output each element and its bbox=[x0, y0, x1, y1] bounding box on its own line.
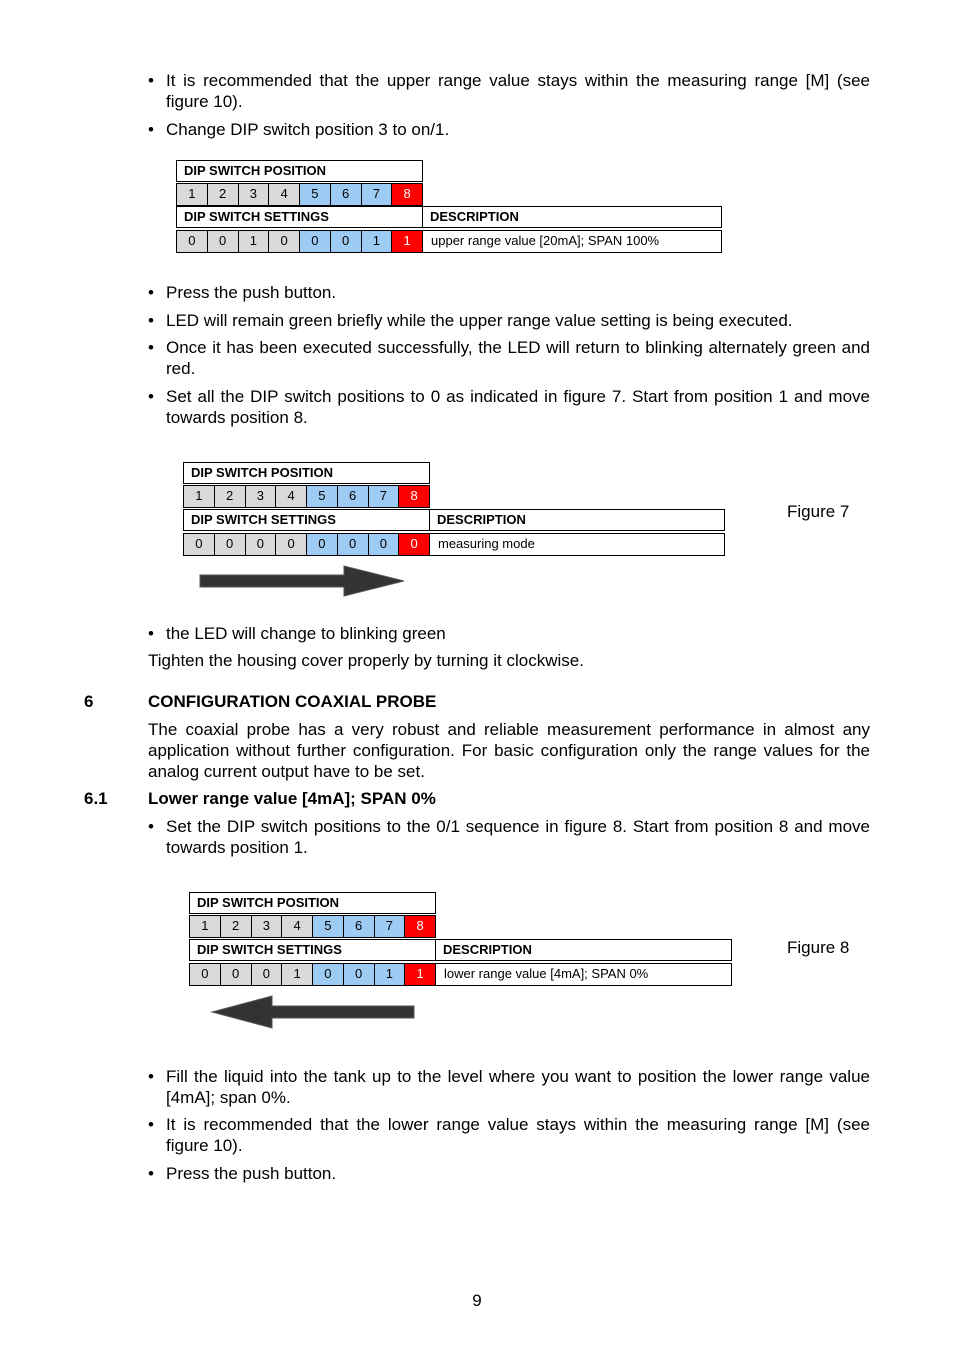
setting-cell: 0 bbox=[269, 231, 300, 252]
setting-cell: 1 bbox=[282, 964, 313, 985]
setting-cell: 0 bbox=[399, 534, 429, 555]
bullet-dot: • bbox=[148, 624, 154, 643]
position-cell: 3 bbox=[252, 916, 283, 937]
bullet-text: Fill the liquid into the tank up to the level where you want to position the lower range value [4mA]; span 0%. bbox=[166, 1067, 870, 1107]
description-cell: lower range value [4mA]; SPAN 0% bbox=[435, 963, 732, 986]
position-cell: 1 bbox=[184, 486, 215, 507]
position-cell: 5 bbox=[307, 486, 338, 507]
bullet-dot: • bbox=[148, 817, 154, 836]
position-cell: 7 bbox=[362, 184, 393, 205]
subsection-number: 6.1 bbox=[84, 789, 108, 808]
position-cell: 6 bbox=[331, 184, 362, 205]
bullet-text: Once it has been executed successfully, the LED will return to blinking alternately green and red. bbox=[166, 338, 870, 378]
description-header: DESCRIPTION bbox=[429, 509, 725, 531]
section-title: CONFIGURATION COAXIAL PROBE bbox=[148, 692, 437, 711]
setting-cell: 0 bbox=[184, 534, 215, 555]
bullet-text: Press the push button. bbox=[166, 283, 337, 302]
setting-cell: 0 bbox=[276, 534, 307, 555]
position-cell: 8 bbox=[399, 486, 429, 507]
settings-row bbox=[183, 533, 430, 556]
position-cell: 6 bbox=[344, 916, 375, 937]
bullet-dot: • bbox=[148, 71, 154, 90]
bullet-dot: • bbox=[148, 387, 154, 406]
bullet-dot: • bbox=[148, 338, 154, 357]
setting-cell: 0 bbox=[246, 534, 277, 555]
position-cell: 1 bbox=[190, 916, 221, 937]
position-cell: 8 bbox=[405, 916, 435, 937]
position-cell: 6 bbox=[338, 486, 369, 507]
setting-cell: 0 bbox=[344, 964, 375, 985]
page-number: 9 bbox=[472, 1291, 482, 1310]
position-cell: 5 bbox=[313, 916, 344, 937]
position-cell: 3 bbox=[239, 184, 270, 205]
position-cell: 3 bbox=[246, 486, 277, 507]
settings-row bbox=[176, 230, 423, 253]
position-cell: 1 bbox=[177, 184, 208, 205]
position-cell: 5 bbox=[300, 184, 331, 205]
setting-cell: 0 bbox=[190, 964, 221, 985]
position-header: DIP SWITCH POSITION bbox=[176, 160, 423, 182]
paragraph: Tighten the housing cover properly by turning it clockwise. bbox=[148, 651, 584, 670]
setting-cell: 0 bbox=[252, 964, 283, 985]
bullet-text: Set all the DIP switch positions to 0 as indicated in figure 7. Start from position 1 and move towards position 8. bbox=[166, 387, 870, 427]
section-paragraph: The coaxial probe has a very robust and reliable measurement performance in almost any application without further configuration. For basic configuration only the range values for the analog current output have to be set. bbox=[148, 720, 870, 781]
position-cell: 7 bbox=[375, 916, 406, 937]
position-header: DIP SWITCH POSITION bbox=[183, 462, 430, 484]
bullet-dot: • bbox=[148, 283, 154, 302]
position-cell: 4 bbox=[269, 184, 300, 205]
setting-cell: 1 bbox=[239, 231, 270, 252]
arrow-right-icon bbox=[198, 564, 408, 598]
position-cell: 2 bbox=[215, 486, 246, 507]
bullet-text: It is recommended that the lower range value stays within the measuring range [M] (see figure 10). bbox=[166, 1115, 870, 1155]
position-cell: 4 bbox=[276, 486, 307, 507]
section-number: 6 bbox=[84, 692, 94, 711]
bullet-dot: • bbox=[148, 1115, 154, 1134]
setting-cell: 0 bbox=[331, 231, 362, 252]
position-header: DIP SWITCH POSITION bbox=[189, 892, 436, 914]
bullet-text: Set the DIP switch positions to the 0/1 sequence in figure 8. Start from position 8 and move towards position 1. bbox=[166, 817, 870, 857]
setting-cell: 0 bbox=[369, 534, 400, 555]
subsection-title: Lower range value [4mA]; SPAN 0% bbox=[148, 789, 436, 808]
position-cell: 2 bbox=[221, 916, 252, 937]
figure-label: Figure 8 bbox=[787, 938, 850, 957]
description-header: DESCRIPTION bbox=[435, 939, 732, 961]
bullet-text: LED will remain green briefly while the upper range value setting is being executed. bbox=[166, 311, 793, 330]
setting-cell: 0 bbox=[300, 231, 331, 252]
bullet-dot: • bbox=[148, 120, 154, 139]
bullet-text: the LED will change to blinking green bbox=[166, 624, 446, 643]
settings-header: DIP SWITCH SETTINGS bbox=[183, 509, 430, 531]
setting-cell: 0 bbox=[221, 964, 252, 985]
setting-cell: 1 bbox=[375, 964, 406, 985]
position-cell: 7 bbox=[369, 486, 400, 507]
setting-cell: 0 bbox=[313, 964, 344, 985]
description-cell: measuring mode bbox=[429, 533, 725, 556]
setting-cell: 0 bbox=[215, 534, 246, 555]
bullet-text: Press the push button. bbox=[166, 1164, 337, 1183]
figure-label: Figure 7 bbox=[787, 502, 850, 521]
position-row bbox=[189, 915, 436, 938]
settings-header: DIP SWITCH SETTINGS bbox=[176, 206, 423, 228]
bullet-dot: • bbox=[148, 1164, 154, 1183]
position-cell: 4 bbox=[282, 916, 313, 937]
settings-row bbox=[189, 963, 436, 986]
position-row bbox=[176, 183, 423, 206]
setting-cell: 1 bbox=[392, 231, 422, 252]
setting-cell: 0 bbox=[177, 231, 208, 252]
bullet-text: Change DIP switch position 3 to on/1. bbox=[166, 120, 450, 139]
setting-cell: 0 bbox=[307, 534, 338, 555]
arrow-left-icon bbox=[208, 994, 418, 1030]
description-header: DESCRIPTION bbox=[422, 206, 722, 228]
setting-cell: 1 bbox=[405, 964, 435, 985]
bullet-text: It is recommended that the upper range value stays within the measuring range [M] (see figure 10). bbox=[166, 71, 870, 111]
position-row bbox=[183, 485, 430, 508]
description-cell: upper range value [20mA]; SPAN 100% bbox=[422, 230, 722, 253]
position-cell: 2 bbox=[208, 184, 239, 205]
bullet-dot: • bbox=[148, 311, 154, 330]
setting-cell: 1 bbox=[362, 231, 393, 252]
position-cell: 8 bbox=[392, 184, 422, 205]
setting-cell: 0 bbox=[208, 231, 239, 252]
setting-cell: 0 bbox=[338, 534, 369, 555]
settings-header: DIP SWITCH SETTINGS bbox=[189, 939, 436, 961]
bullet-dot: • bbox=[148, 1067, 154, 1086]
